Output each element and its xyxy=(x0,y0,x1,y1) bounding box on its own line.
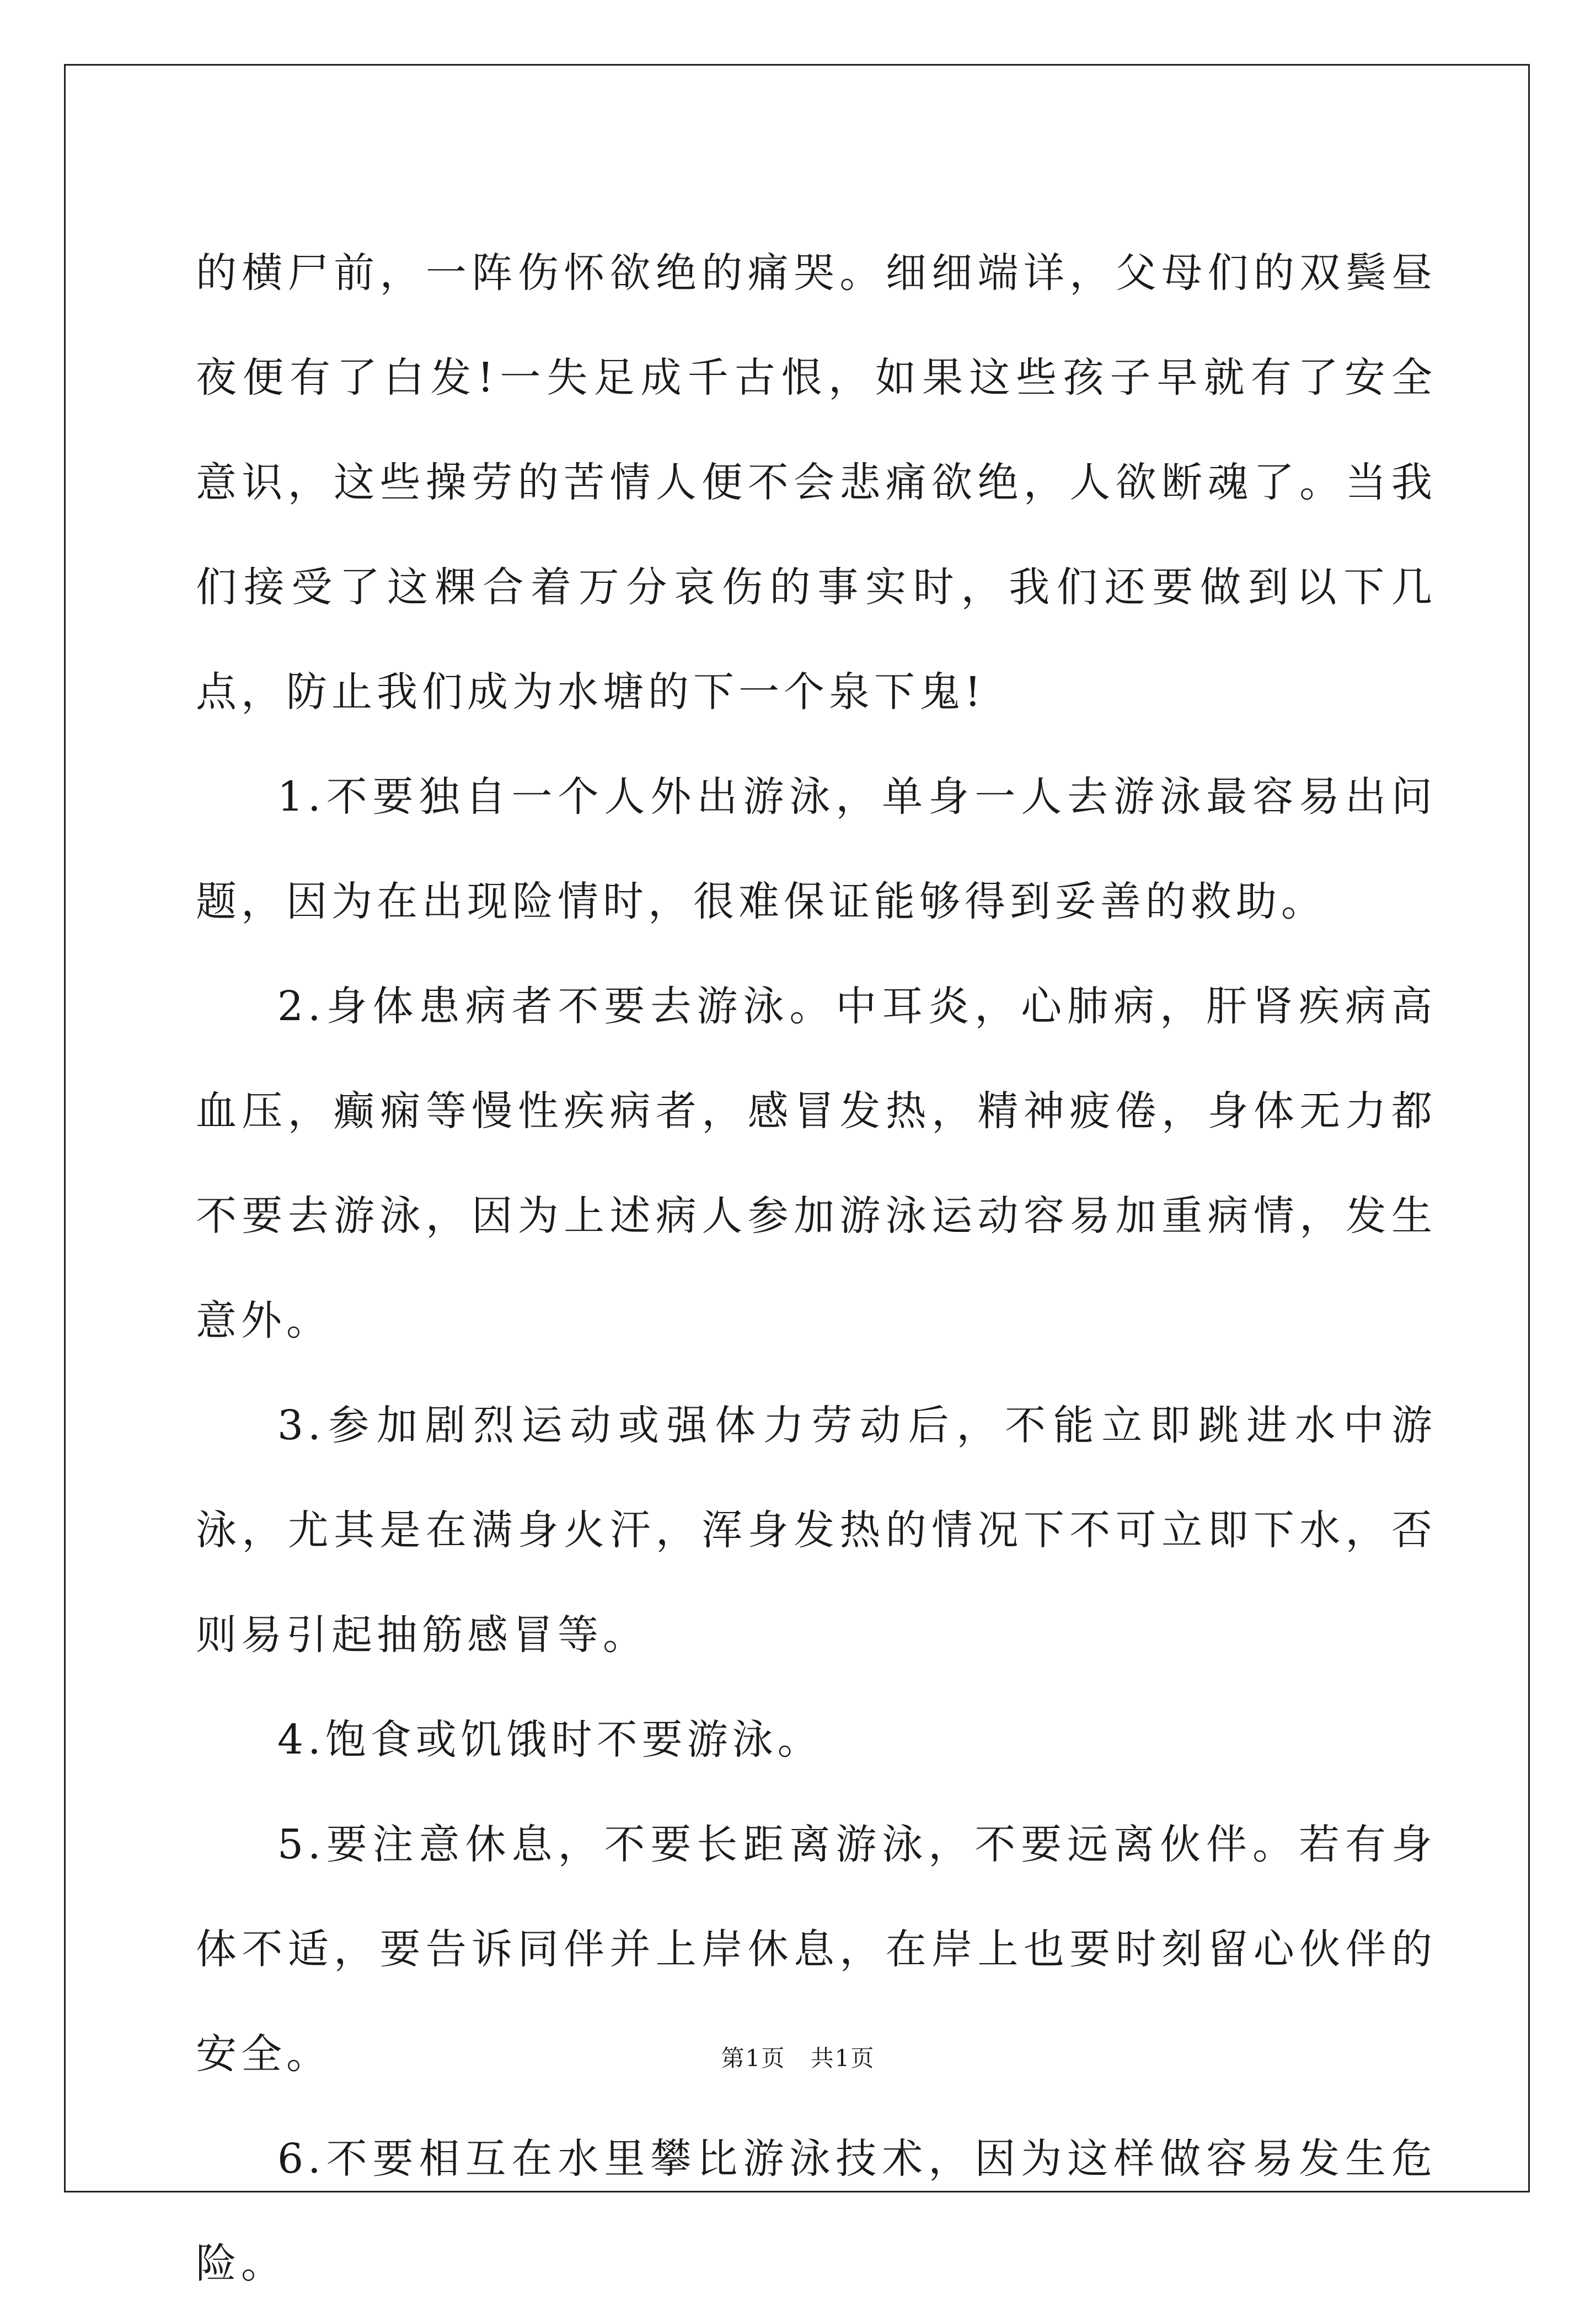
paragraph-item-3: 3.参加剧烈运动或强体力劳动后，不能立即跳进水中游泳，尤其是在满身火汗，浑身发热的情况下不可立即下水，否则易引起抽筋感冒等。 xyxy=(196,1402,1437,1659)
paragraph-item-4: 4.饱食或饥饿时不要游泳。 xyxy=(277,1716,823,1763)
paragraph-item-6: 6.不要相互在水里攀比游泳技术，因为这样做容易发生危险。 xyxy=(196,2135,1437,2287)
document-body xyxy=(196,221,1437,2316)
paragraph-item-5: 5.要注意休息，不要长距离游泳，不要远离伙伴。若有身体不适，要告诉同伴并上岸休息，在岸上也要时刻留心伙伴的安全。 xyxy=(196,1821,1437,2078)
paragraph-intro: 的横尸前，一阵伤怀欲绝的痛哭。细细端详，父母们的双鬓昼夜便有了白发!一失足成千古恨，如果这些孩子早就有了安全意识，这些操劳的苦情人便不会悲痛欲绝，人欲断魂了。当我们接受了这粿合着万分哀伤的事实时，我们还要做到以下几点，防止我们成为水塘的下一个泉下鬼! xyxy=(196,249,1437,716)
page-number-footer: 第1页 共1页 xyxy=(721,2045,875,2072)
paragraph-item-2: 2.身体患病者不要去游泳。中耳炎，心肺病，肝肾疾病高血压，癫痫等慢性疾病者，感冒发热，精神疲倦，身体无力都不要去游泳，因为上述病人参加游泳运动容易加重病情，发生意外。 xyxy=(196,983,1437,1344)
paragraph-item-1: 1.不要独自一个人外出游泳，单身一人去游泳最容易出问题，因为在出现险情时，很难保证能够得到妥善的救助。 xyxy=(196,773,1437,925)
